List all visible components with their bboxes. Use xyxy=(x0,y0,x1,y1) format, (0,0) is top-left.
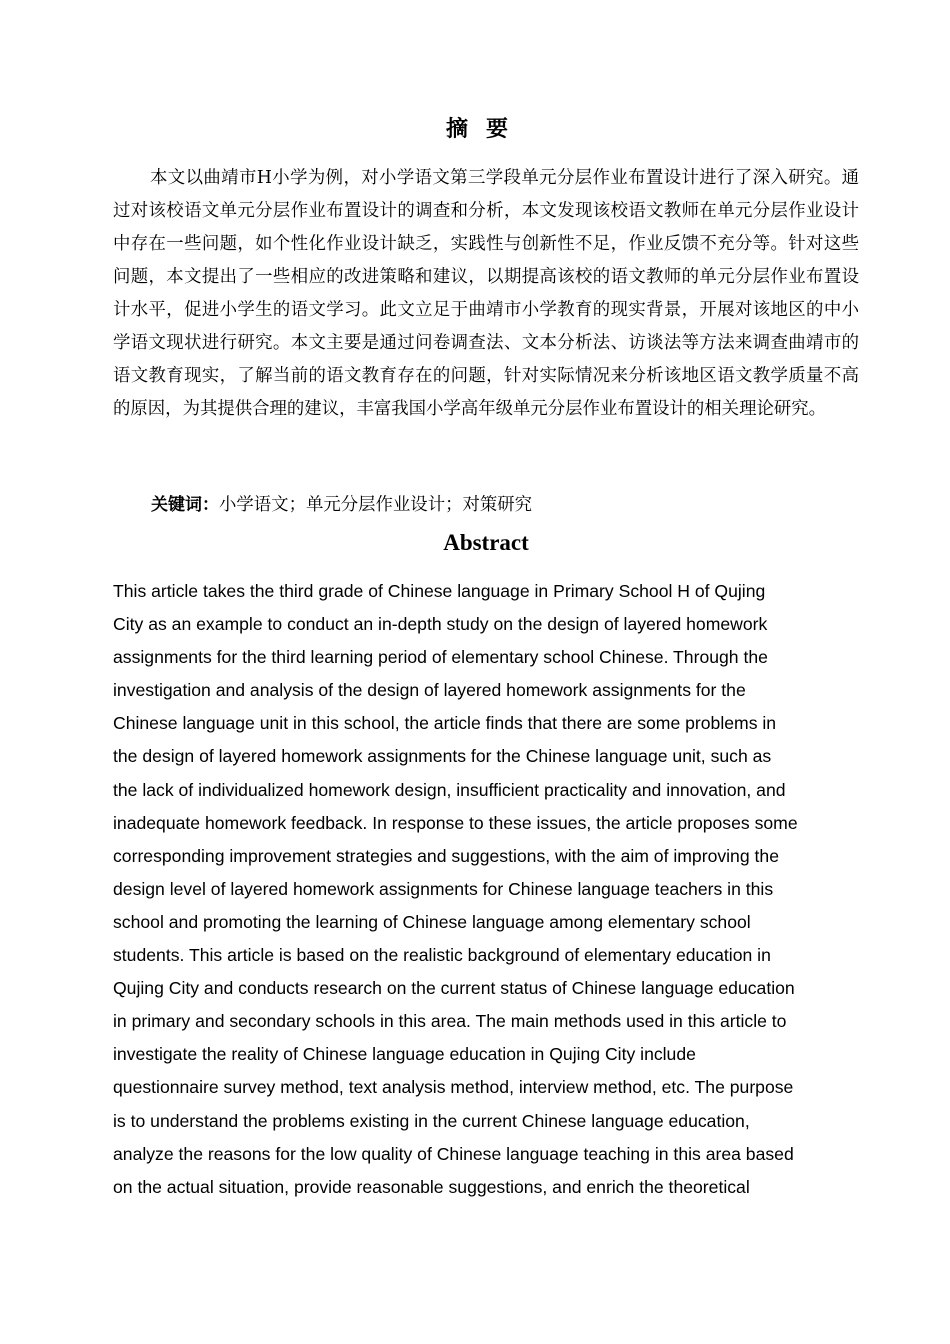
chinese-abstract-body: 本文以曲靖市H小学为例，对小学语文第三学段单元分层作业布置设计进行了深入研究。通过对该校语文单元分层作业布置设计的调查和分析，本文发现该校语文教师在单元分层作业设计中存在一些问题，如个性化作业设计缺乏，实践性与创新性不足，作业反馈不充分等。针对这些问题，本文提出了一些相应的改进策略和建议，以期提高该校的语文教师的单元分层作业布置设计水平，促进小学生的语文学习。此文立足于曲靖市小学教育的现实背景，开展对该地区的中小学语文现状进行研究。本文主要是通过问卷调查法、文本分析法、访谈法等方法来调查曲靖市的语文教育现实，了解当前的语文教育存在的问题，针对实际情况来分析该地区语文教学质量不高的原因，为其提供合理的建议，丰富我国小学高年级单元分层作业布置设计的相关理论研究。 xyxy=(113,168,859,419)
keywords-values: 小学语文；单元分层作业设计；对策研究 xyxy=(219,495,533,515)
english-abstract-body: This article takes the third grade of Chinese language in Primary School H of Qujing City as an example to conduct an in-depth study on the design of layered homework assignments for the third learning period of elementary school Chinese. Through the investigation and analysis of the design of layered homework assignments for the Chinese language unit in this school, the article finds that there are some problems in the design of layered homework assignments for the Chinese language unit, such as the lack of individualized homework design, insufficient practicality and innovation, and inadequate homework feedback. In response to these issues, the article proposes some corresponding improvement strategies and suggestions, with the aim of improving the design level of layered homework assignments for Chinese language teachers in this school and promoting the learning of Chinese language among elementary school students. This article is based on the realistic background of elementary education in Qujing City and conducts research on the current status of Chinese language education in primary and secondary schools in this area. The main methods used in this article to investigate the reality of Chinese language education in Qujing City include questionnaire survey method, text analysis method, interview method, etc. The purpose is to understand the problems existing in the current Chinese language education, analyze the reasons for the low quality of Chinese language teaching in this area based on the actual situation, provide reasonable suggestions, and enrich the theoretical xyxy=(113,581,798,1197)
english-abstract-title: Abstract xyxy=(443,530,529,555)
keywords-label: 关键词： xyxy=(151,495,219,515)
keywords-line xyxy=(151,490,859,520)
chinese-abstract-title: 摘要 xyxy=(445,116,526,142)
